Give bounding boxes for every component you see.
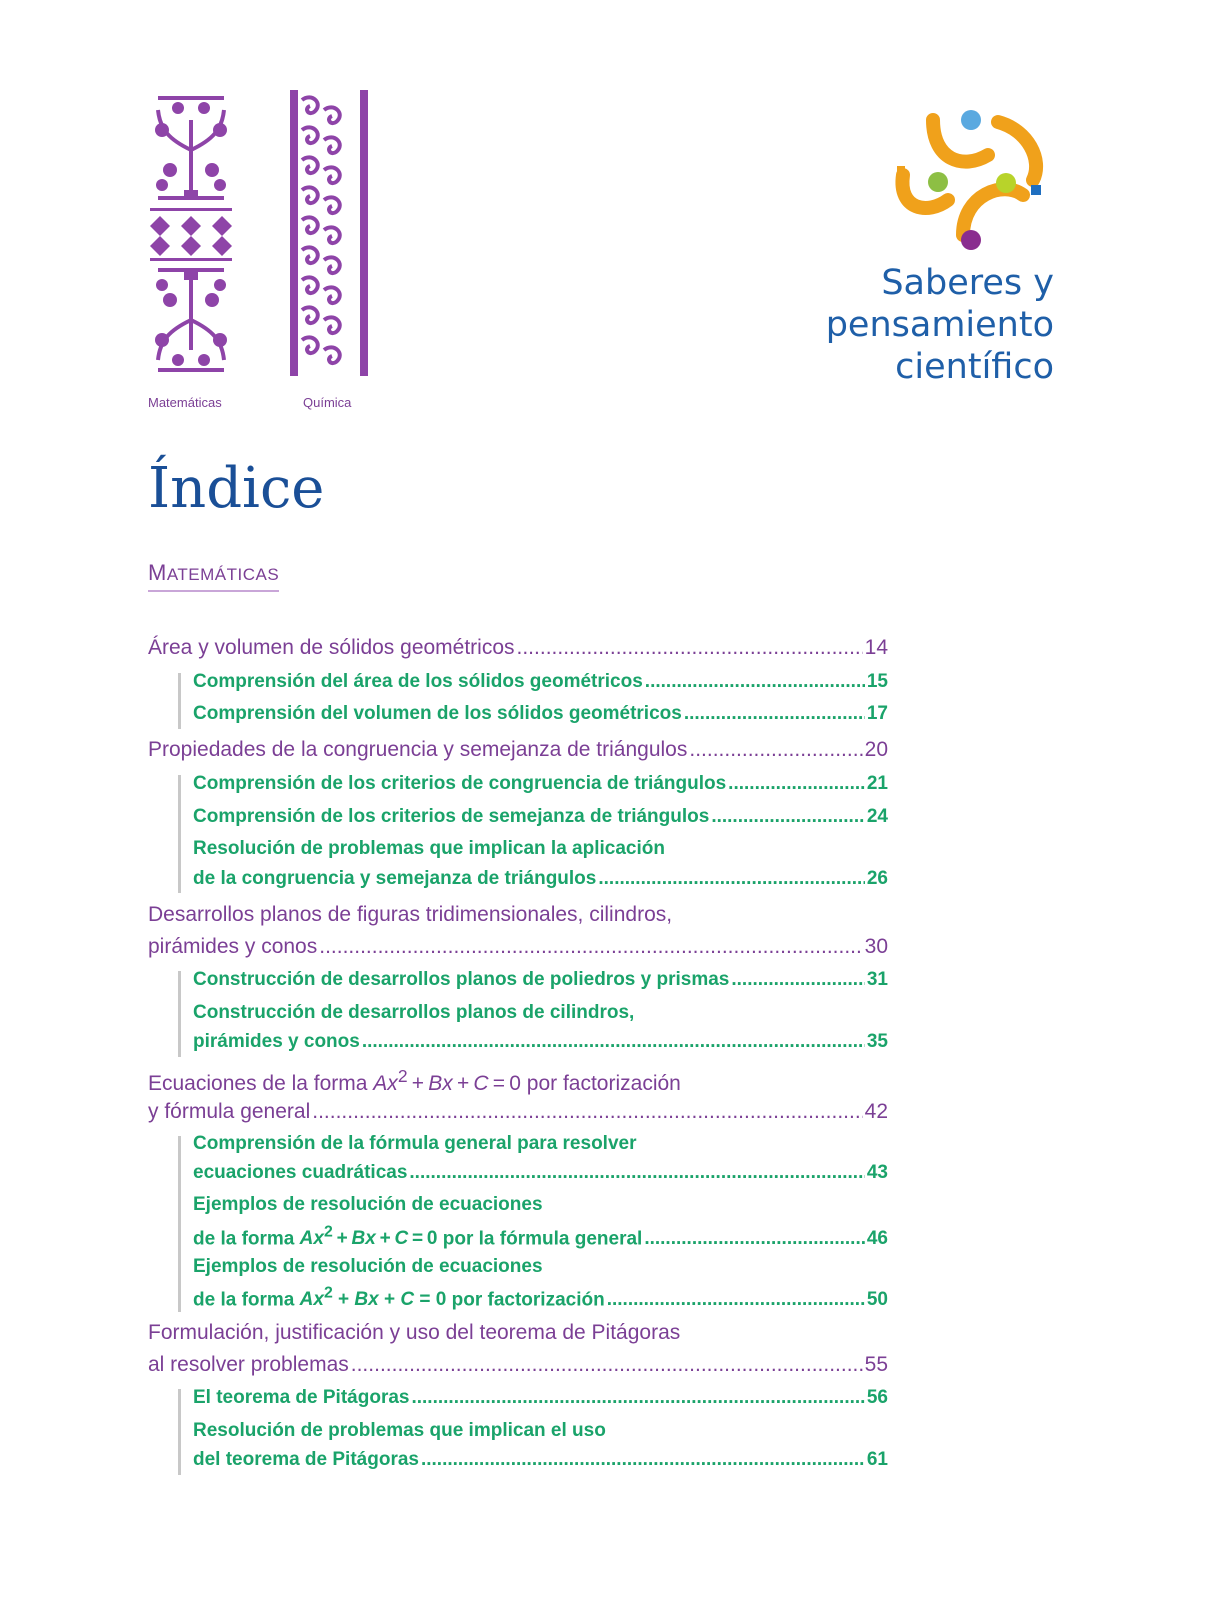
- toc-entry-title: Construcción de desarrollos planos de poliedros y prismas: [193, 969, 730, 990]
- subentries-guide: [178, 1136, 181, 1312]
- toc-subentry[interactable]: [193, 868, 888, 898]
- toc-entry-page: 50: [866, 1289, 888, 1311]
- toc-entry-page: 43: [866, 1162, 888, 1183]
- dot-leader: [351, 1353, 863, 1377]
- equation: $Ax^2 + Bx + C = 0$: [299, 1224, 438, 1250]
- toc-entry-page: 56: [866, 1387, 888, 1408]
- toc-entry-line[interactable]: [148, 1321, 888, 1351]
- toc-subentry[interactable]: [193, 969, 888, 999]
- toc-entry-page: 31: [866, 969, 888, 990]
- toc-subentry[interactable]: [193, 1162, 888, 1192]
- section-heading: [148, 560, 279, 592]
- toc-entry-title: Ejemplos de resolución de ecuaciones: [193, 1194, 543, 1215]
- dot-leader: [421, 1449, 865, 1471]
- toc-entry[interactable]: [148, 1100, 888, 1130]
- equation: $Ax^2 + Bx + C = 0$: [299, 1285, 447, 1311]
- toc-subentry[interactable]: [193, 1224, 888, 1254]
- toc-entry-title: pirámides y conos: [148, 935, 318, 958]
- toc-entry-text: por factorización: [446, 1289, 605, 1311]
- toc-entry[interactable]: [148, 738, 888, 768]
- dot-leader: [319, 935, 862, 959]
- brand-title: [826, 262, 1054, 388]
- brand-line-3: científico: [895, 347, 1054, 387]
- subentries-guide: [178, 971, 181, 1057]
- toc-entry-title: de la congruencia y semejanza de triángulos: [193, 868, 597, 889]
- dot-leader: [312, 1100, 862, 1124]
- section-heading-initial: M: [148, 560, 167, 585]
- chemistry-caption: Química: [303, 395, 352, 410]
- toc-entry-page: 21: [866, 773, 888, 794]
- dot-leader: [731, 969, 864, 991]
- toc-entry-text: por la fórmula general: [437, 1228, 643, 1250]
- toc-subentry-line[interactable]: [193, 1256, 888, 1286]
- toc-entry-title: del teorema de Pitágoras: [193, 1449, 419, 1470]
- toc-subentry[interactable]: [193, 1031, 888, 1061]
- dot-leader: [684, 703, 865, 725]
- dot-leader: [644, 1228, 865, 1250]
- toc-subentry[interactable]: [193, 773, 888, 803]
- toc-entry-line[interactable]: [148, 1066, 888, 1096]
- toc-entry-page: 35: [866, 1031, 888, 1052]
- toc-subentry-line[interactable]: [193, 838, 888, 868]
- toc-entry-title: al resolver problemas: [148, 1353, 349, 1376]
- dot-leader: [645, 671, 865, 693]
- toc-subentry[interactable]: [193, 1285, 888, 1315]
- dot-leader: [362, 1031, 865, 1053]
- toc-entry-title: Construcción de desarrollos planos de cilindros,: [193, 1002, 635, 1023]
- toc-entry-text: Ecuaciones de la forma: [148, 1072, 374, 1095]
- toc-entry-title: [148, 1066, 681, 1096]
- toc-entry-page: 24: [866, 806, 888, 827]
- dot-leader: [598, 868, 865, 890]
- toc-entry-title: Área y volumen de sólidos geométricos: [148, 636, 515, 659]
- dot-leader: [607, 1289, 865, 1311]
- toc-entry-text: de la forma: [193, 1289, 300, 1311]
- page-title: Índice: [148, 456, 325, 521]
- dot-leader: [411, 1387, 864, 1409]
- toc-entry[interactable]: [148, 636, 888, 666]
- toc-entry-title: Formulación, justificación y uso del teorema de Pitágoras: [148, 1321, 681, 1344]
- toc-entry-title: Ejemplos de resolución de ecuaciones: [193, 1256, 543, 1277]
- toc-subentry-line[interactable]: [193, 1002, 888, 1032]
- toc-subentry[interactable]: [193, 806, 888, 836]
- toc-entry-title: y fórmula general: [148, 1100, 311, 1123]
- toc-subentry[interactable]: [193, 1449, 888, 1479]
- toc-entry-text: de la forma: [193, 1228, 300, 1250]
- subentries-guide: [178, 1389, 181, 1475]
- mathematics-ornament-icon: [150, 90, 232, 376]
- toc-entry[interactable]: [148, 1353, 888, 1383]
- toc-entry-page: 14: [864, 636, 888, 659]
- toc-entry-page: 17: [866, 703, 888, 724]
- toc-entry-title: El teorema de Pitágoras: [193, 1387, 410, 1408]
- dot-leader: [517, 636, 863, 660]
- toc-entry-text: por factorización: [520, 1072, 681, 1095]
- toc-entry-title: Comprensión del área de los sólidos geométricos: [193, 671, 643, 692]
- toc-entry-title: Resolución de problemas que implican la aplicación: [193, 838, 665, 859]
- toc-entry-page: 15: [866, 671, 888, 692]
- section-heading-rest: ATEMÁTICAS: [166, 565, 280, 584]
- toc-entry-page: 61: [866, 1449, 888, 1470]
- chemistry-ornament-icon: [290, 90, 368, 376]
- toc-subentry[interactable]: [193, 703, 888, 733]
- saberes-logo-icon: [893, 100, 1053, 260]
- brand-line-1: Saberes y: [881, 263, 1054, 303]
- toc-subentry-line[interactable]: [193, 1194, 888, 1224]
- mathematics-caption: Matemáticas: [148, 395, 222, 410]
- toc-entry-title: Comprensión de los criterios de congruencia de triángulos: [193, 773, 727, 794]
- toc-entry-title: [193, 1224, 642, 1250]
- toc-entry-line[interactable]: [148, 903, 888, 933]
- toc-entry-page: 42: [864, 1100, 888, 1123]
- subentries-guide: [178, 775, 181, 893]
- dot-leader: [409, 1162, 864, 1184]
- dot-leader: [711, 806, 865, 828]
- toc-subentry[interactable]: [193, 1387, 888, 1417]
- toc-entry-title: Propiedades de la congruencia y semejanza de triángulos: [148, 738, 688, 761]
- toc-entry-page: 55: [864, 1353, 888, 1376]
- equation: $Ax^2 + Bx + C = 0$: [373, 1066, 521, 1095]
- toc-entry[interactable]: [148, 935, 888, 965]
- toc-entry-page: 20: [864, 738, 888, 761]
- toc-entry-title: pirámides y conos: [193, 1031, 360, 1052]
- toc-entry-title: Comprensión de la fórmula general para resolver: [193, 1133, 637, 1154]
- toc-entry-page: 26: [866, 868, 888, 889]
- toc-entry-page: 30: [864, 935, 888, 958]
- toc-entry-title: [193, 1285, 605, 1311]
- dot-leader: [728, 773, 865, 795]
- toc-entry-title: ecuaciones cuadráticas: [193, 1162, 408, 1183]
- toc-subentry-line[interactable]: [193, 1133, 888, 1163]
- toc-entry-title: Comprensión de los criterios de semejanza de triángulos: [193, 806, 710, 827]
- toc-entry-title: Comprensión del volumen de los sólidos geométricos: [193, 703, 682, 724]
- toc-entry-title: Resolución de problemas que implican el uso: [193, 1420, 606, 1441]
- toc-entry-page: 46: [866, 1228, 888, 1250]
- toc-entry-title: Desarrollos planos de figuras tridimensionales, cilindros,: [148, 903, 673, 926]
- dot-leader: [689, 738, 862, 762]
- subentries-guide: [178, 673, 181, 729]
- toc-subentry-line[interactable]: [193, 1420, 888, 1450]
- toc-subentry[interactable]: [193, 671, 888, 701]
- brand-line-2: pensamiento: [825, 305, 1054, 345]
